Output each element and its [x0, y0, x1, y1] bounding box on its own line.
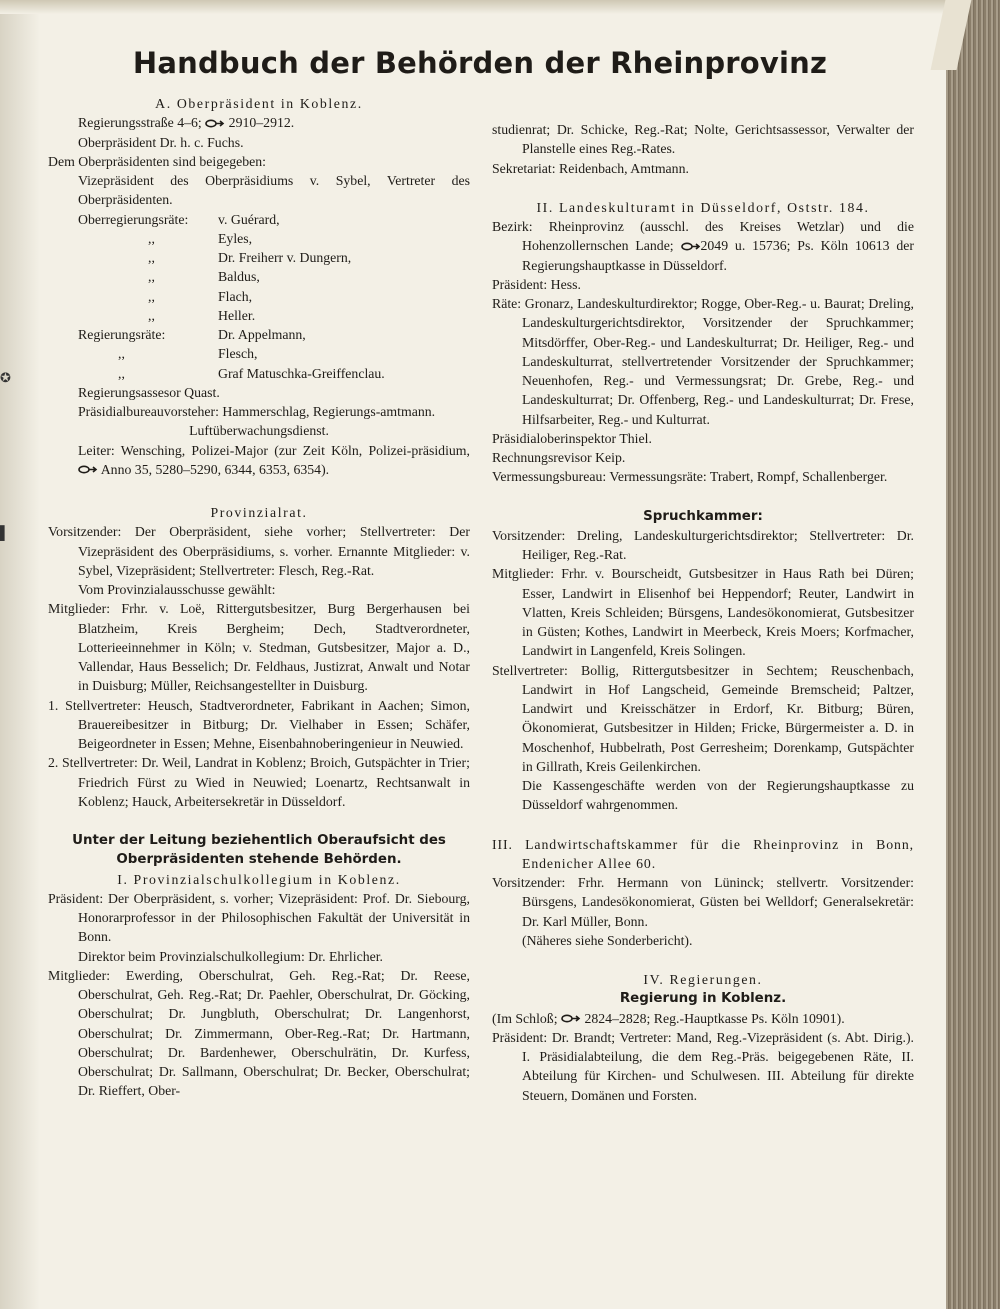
- subordinate-authorities-title: Unter der Leitung beziehentlich Oberaufsicht des Oberpräsidenten stehende Behörden.: [72, 833, 446, 868]
- lka-district: Bezirk: Rheinprovinz (ausschl. des Kreises Wetzlar) und die Hohenzollernschen Lande; 2049 u. 15736; Ps. Köln 10613 der Regierungshauptkasse in Düsseldorf.: [492, 219, 914, 273]
- telephone-icon: [561, 1014, 581, 1023]
- psk-title: I. Provinzialschulkollegium in Koblenz.: [117, 871, 401, 887]
- section-a-title: A. Oberpräsident in Koblenz.: [155, 96, 363, 111]
- lka-councils: Räte: Gronarz, Landeskulturdirektor; Rogge, Ober-Reg.- u. Baurat; Dreling, Landeskulturgerichtsdirektor, Vorsitzender der Spruchkammer; Mitsdörffer, Ober-Reg.- und Landeskulturrat; Dr. Heiliger, Reg.- und Landeskulturrat, stellvertretender Vorsitzender der Spruchkammer; Neuenhofen, Reg.- und Vermessungsrat; Dr. Grebe, Reg.- und Landeskulturrat; Dr. Offenberg, Reg.- und Landeskulturrat; Dr. Frese, Hilfsarbeiter, Reg.- und Kulturrat.: [492, 296, 914, 427]
- orr-row-5: ,, Flach,: [148, 288, 253, 304]
- psk-secretariat: Sekretariat: Reidenbach, Amtmann.: [492, 160, 689, 176]
- telephone-icon: [681, 242, 701, 251]
- page-content: [40, 28, 920, 1298]
- spruchkammer-title: Spruchkammer:: [643, 508, 763, 524]
- page-heading: Handbuch der Behörden der Rheinprovinz: [132, 46, 828, 80]
- provinzialrat-title: Provinzialrat.: [210, 505, 308, 520]
- lwk-title: III. Landwirtschaftskammer für die Rheinprovinz in Bonn, Endenicher Allee 60.: [492, 836, 914, 871]
- lka-president: Präsident: Hess.: [492, 276, 581, 292]
- orr-row-4: ,, Baldus,: [148, 269, 260, 285]
- orr-row-6: ,, Heller.: [148, 307, 256, 323]
- psk-members-continued: studienrat; Dr. Schicke, Reg.-Rat; Nolte, Gerichtsassessor, Verwalter der Planstelle eines Reg.-Rates.: [492, 122, 914, 157]
- telephone-icon: [78, 465, 98, 474]
- right-column: [492, 120, 914, 1105]
- regierung-koblenz-title: Regierung in Koblenz.: [619, 991, 787, 1007]
- psk-director: Direktor beim Provinzialschulkollegium: Dr. Ehrlicher.: [78, 948, 383, 964]
- top-shadow: [0, 0, 1000, 14]
- lka-auditor: Rechnungsrevisor Keip.: [492, 450, 626, 465]
- section-a-vice: Vizepräsident des Oberpräsidiums v. Sybel, Vertreter des Oberpräsidenten.: [78, 173, 470, 208]
- spruchkammer-chair: Vorsitzender: Dreling, Landeskulturgerichtsdirektor; Stellvertreter: Dr. Heiliger, Reg.-Rat.: [492, 527, 914, 562]
- provinzialrat-members: Mitglieder: Frhr. v. Loë, Rittergutsbesitzer, Burg Bergerhausen bei Blatzheim, Kreis Bergheim; Dech, Stadtverordneter, Lotterieeinnehmer in Köln; v. Stedman, Gutsbesitzer, Major a. D., Vallendar, Haus Besselich; Dr. Feldhaus, Justizrat, Anwalt und Notar in Duisburg; Müller, Reichsangestellter in Duisburg.: [48, 601, 470, 694]
- lka-survey-bureau: Vermessungsbureau: Vermessungsräte: Trabert, Rompf, Schallenberger.: [492, 469, 888, 485]
- lwk-chair: Vorsitzender: Frhr. Hermann von Lüninck; stellvertr. Vorsitzender: Bürsgens, Landesökonomierat, Güsten bei Welldorf; Generalsekretär: Dr. Karl Müller, Bonn.: [492, 875, 914, 929]
- regierung-address: (Im Schloß; 2824–2828; Reg.-Hauptkasse Ps. Köln 10901).: [492, 1010, 845, 1026]
- luft-leiter: Leiter: Wensching, Polizei-Major (zur Zeit Köln, Polizei-präsidium, Anno 35, 5280–5290, 6344, 6353, 6354).: [78, 442, 470, 477]
- section-a-head: Oberpräsident Dr. h. c. Fuchs.: [78, 134, 244, 150]
- rr-row-2: ,, Flesch,: [118, 346, 258, 362]
- orr-row-2: ,, Eyles,: [148, 230, 253, 246]
- regierungen-title: IV. Regierungen.: [643, 972, 763, 987]
- binding-mark-icon: ▌: [0, 525, 10, 540]
- spruchkammer-deputies: Stellvertreter: Bollig, Rittergutsbesitzer in Sechtem; Reuschenbach, Landwirt in Hof Langscheid, Gemeinde Bremscheid; Paltzer, Landwirt und Kreisschätzer in Erdorf, Kr. Bitburg; Büren, Ökonomierat, Gutsbesitzer in Hilden; Fricke, Bürgermeister a. D. in Moschenhof, Hubbelrath, Post Gerresheim; Dorenkamp, Gutspächter in Gillrath, Kreis Geilenkirchen.: [492, 662, 914, 774]
- provinzialrat-elected: Vom Provinzialausschusse gewählt:: [78, 582, 276, 597]
- luft-title: Luftüberwachungsdienst.: [189, 423, 329, 439]
- section-a-attached: Dem Oberpräsidenten sind beigegeben:: [48, 153, 266, 169]
- provinzialrat-deputies-1: 1. Stellvertreter: Heusch, Stadtverordneter, Fabrikant in Aachen; Simon, Brauereibesitzer in Bitburg; Dr. Vielhaber in Essen; Schäfer, Beigeordneter in Essen; Mehne, Eisenbahnoberingenieur in Neuwied.: [48, 697, 470, 751]
- spruchkammer-cash: Die Kassengeschäfte werden von der Regierungshauptkasse zu Düsseldorf wahrgenommen.: [522, 778, 914, 813]
- assessor: Regierungsassesor Quast.: [78, 384, 220, 400]
- book-edge: [946, 0, 1000, 1309]
- lwk-note: (Näheres siehe Sonderbericht).: [522, 932, 693, 948]
- left-column: [48, 94, 470, 1101]
- lka-inspector: Präsidialoberinspektor Thiel.: [492, 430, 652, 446]
- binding-hole-icon: ✪: [0, 370, 11, 385]
- provinzialrat-deputies-2: 2. Stellvertreter: Dr. Weil, Landrat in Koblenz; Broich, Gutspächter in Trier; Friedrich Fürst zu Wied in Neuwied; Loenartz, Rechtsanwalt in Koblenz; Hauck, Arbeitersekretär in Düsseldorf.: [48, 755, 470, 809]
- psk-members: Mitglieder: Ewerding, Oberschulrat, Geh. Reg.-Rat; Dr. Reese, Oberschulrat, Geh. Reg.-Rat; Dr. Paehler, Oberschulrat, Dr. Göcking, Oberschulrat; Dr. Jungbluth, Oberschulrat; Dr. Langenhorst, Oberschulrat; Dr. Zimmermann, Ober-Reg.-Rat; Dr. Hartmann, Oberschulrat; Dr. Bardenhewer, Oberschulrätin, Dr. Kurfess, Oberschulrat; Dr. Sallmann, Oberschulrat; Dr. Becker, Oberschulrat; Dr. Rieffert, Ober-: [48, 967, 470, 1099]
- lka-title: II. Landeskulturamt in Düsseldorf, Oststr. 184.: [536, 199, 870, 215]
- rr-row-3: ,, Graf Matuschka-Greiffenclau.: [118, 365, 385, 381]
- orr-row-3: ,, Dr. Freiherr v. Dungern,: [148, 250, 352, 265]
- orr-row-1: Oberregierungsräte: v. Guérard,: [78, 211, 280, 227]
- section-a-address: Regierungsstraße 4–6; 2910–2912.: [78, 115, 295, 131]
- telephone-icon: [205, 119, 225, 128]
- rr-row-1: Regierungsräte: Dr. Appelmann,: [78, 327, 306, 342]
- regierung-president: Präsident: Dr. Brandt; Vertreter: Mand, Reg.-Vizepräsident (s. Abt. Dirig.). I. Präsidialabteilung, die dem Reg.-Präs. beigegebenen Räte, II. Abteilung für Kirchen- und Schulwesen. III. Abteilung für direkte Steuern, Domänen und Forsten.: [492, 1029, 914, 1103]
- spruchkammer-members: Mitglieder: Frhr. v. Bourscheidt, Gutsbesitzer in Haus Rath bei Düren; Esser, Landwirt in Elisenhof bei Heppendorf; Reuter, Landwirt in Vlatten, Kreis Schleiden; Bürsgens, Landesökonomierat, Gutsbesitzer in Güsten; Kothes, Landwirt in Meerbeck, Kreis Moers; Korfmacher, Landwirt in Langenfeld, Kreis Solingen.: [492, 566, 914, 659]
- provinzialrat-chair: Vorsitzender: Der Oberpräsident, siehe vorher; Stellvertreter: Der Vizepräsident des Oberpräsidiums, s. vorher. Ernannte Mitglieder: v. Sybel, Vizepräsident; Stellvertreter: Flesch, Reg.-Rat.: [48, 524, 470, 578]
- gutter-shadow: [0, 0, 40, 1309]
- bureau-chief: Präsidialbureauvorsteher: Hammerschlag, Regierungs-amtmann.: [78, 404, 436, 419]
- psk-president: Präsident: Der Oberpräsident, s. vorher; Vizepräsident: Prof. Dr. Siebourg, Honorarprofessor in der Philosophischen Fakultät der Universität in Bonn.: [48, 890, 470, 945]
